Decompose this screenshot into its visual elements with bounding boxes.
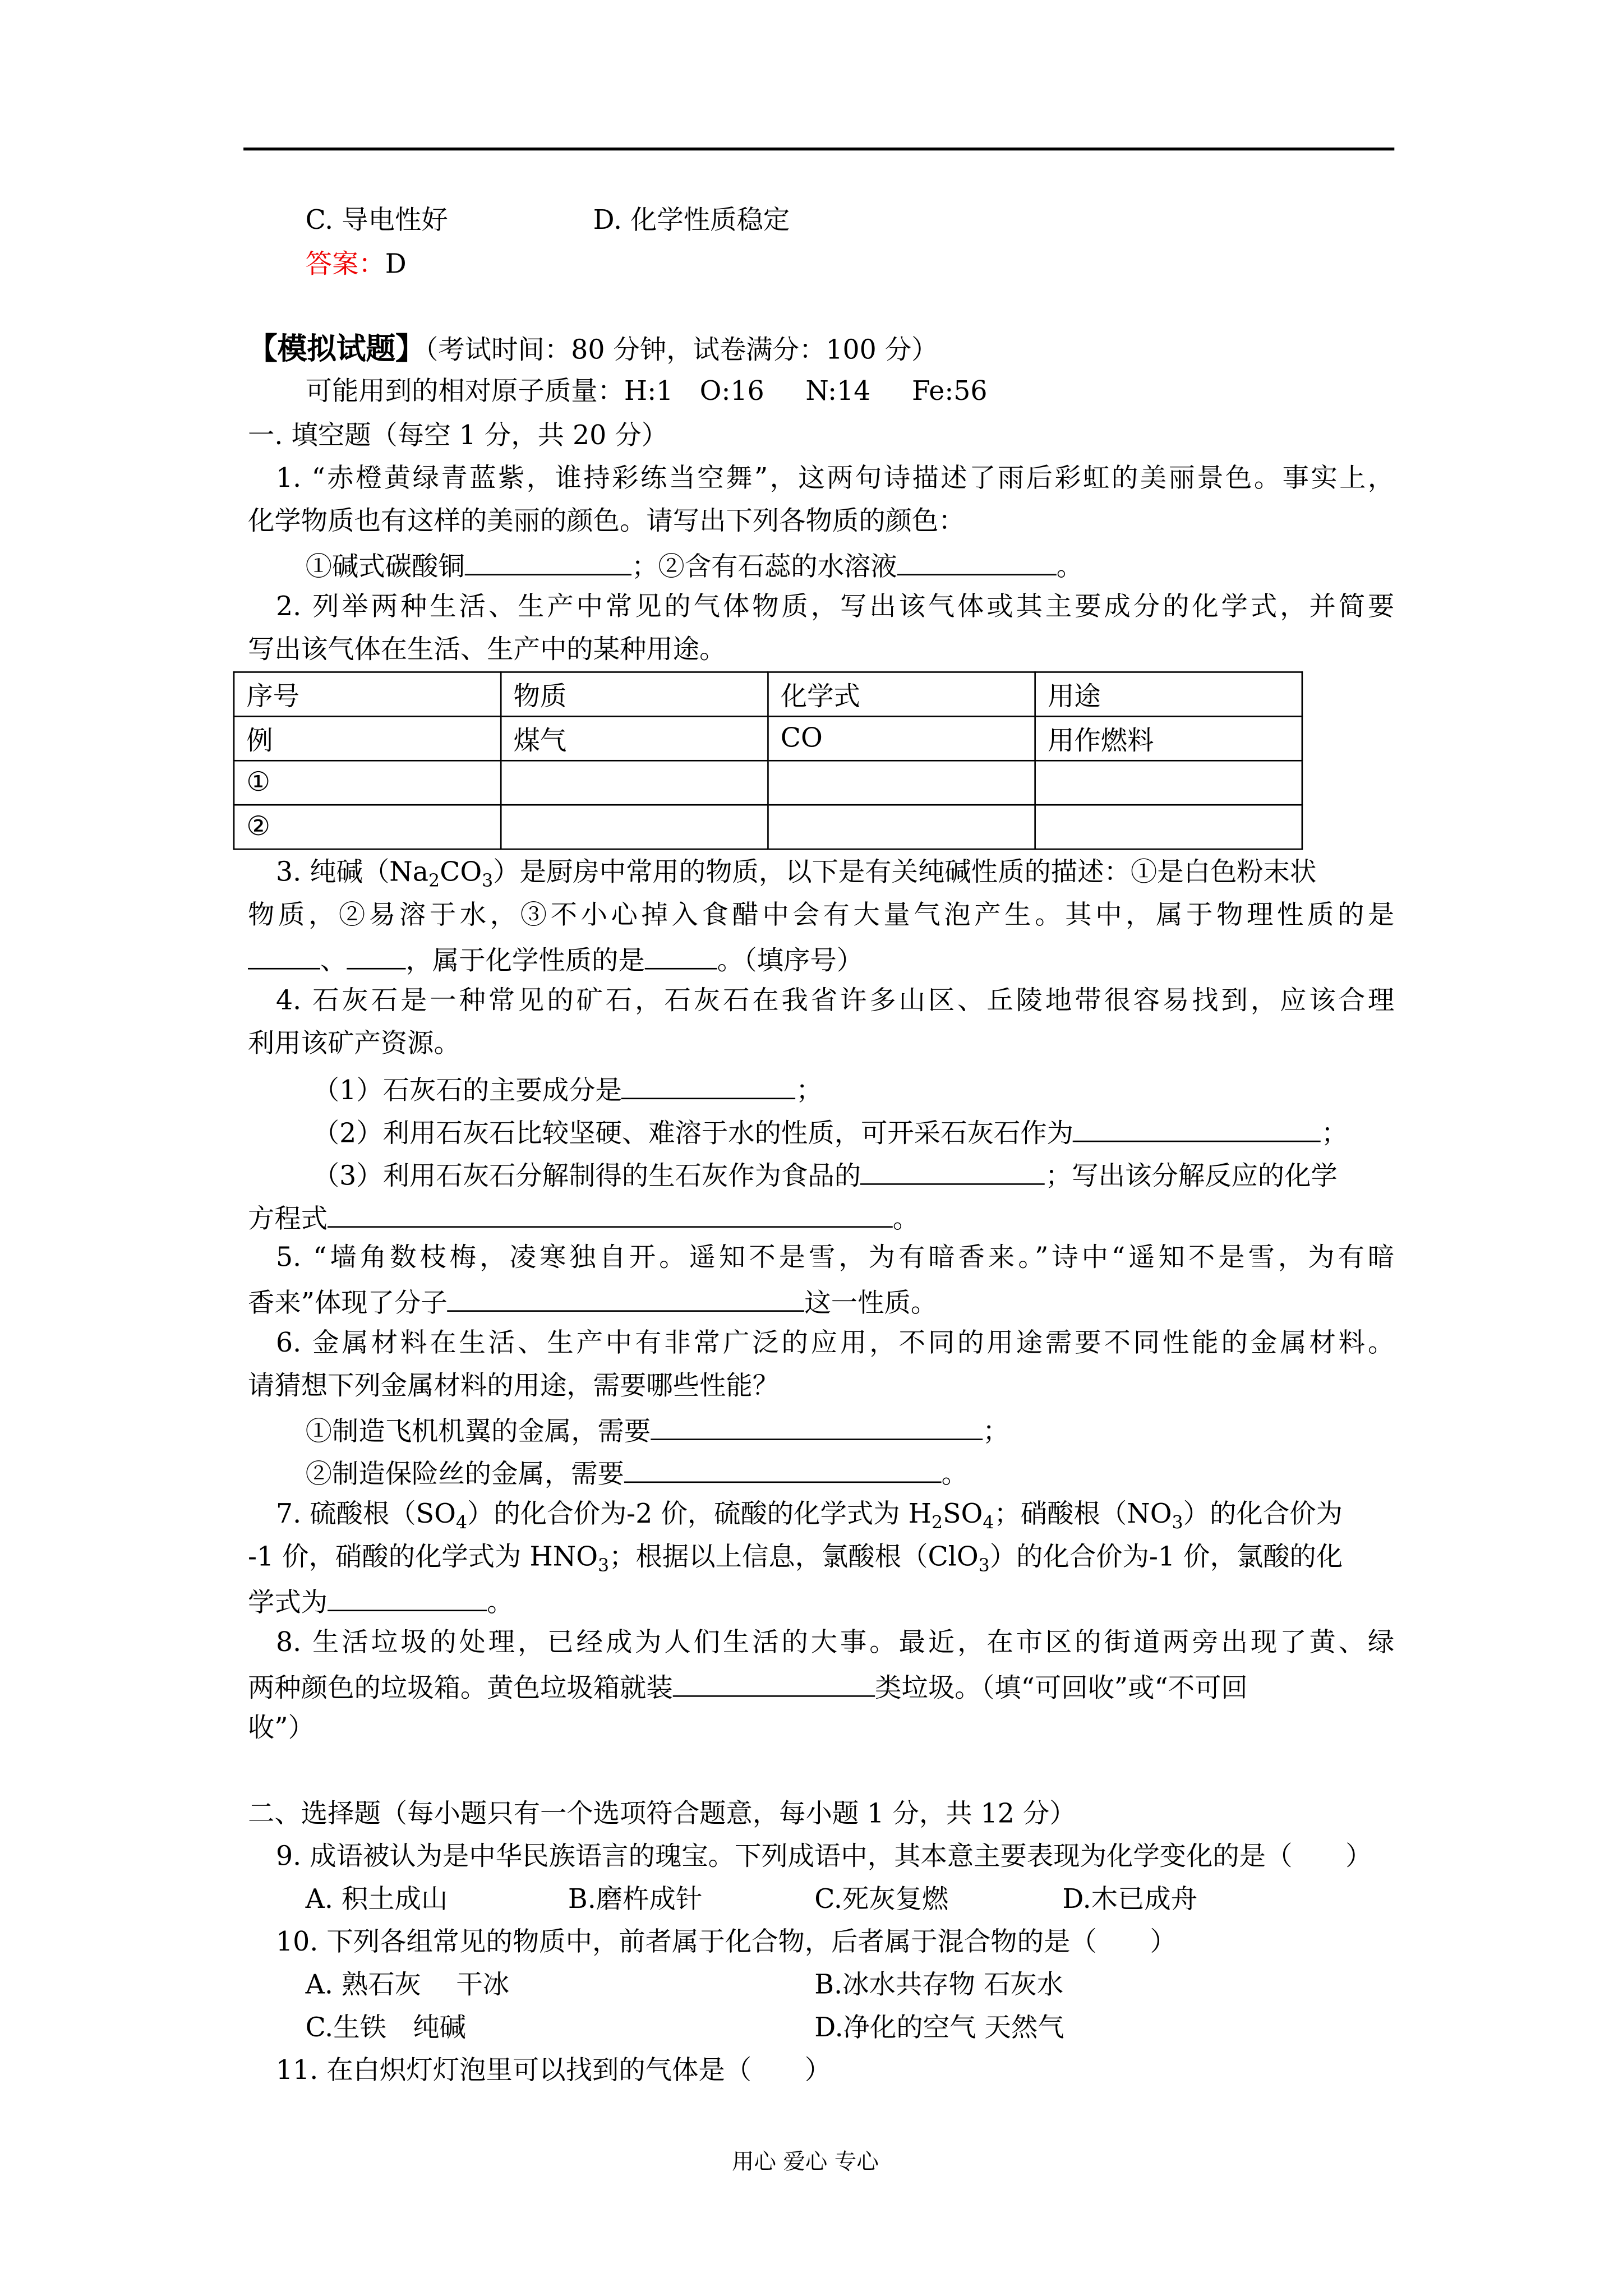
q2-line1: 2. 列举两种生活、生产中常见的气体物质，写出该气体或其主要成分的化学式，并简要 bbox=[275, 592, 1395, 623]
table-row bbox=[234, 805, 1302, 849]
q2-line2: 写出该气体在生活、生产中的某种用途。 bbox=[248, 634, 726, 666]
q7-text: ）的化合价为-2 价，硫酸的化学式为 H bbox=[467, 1499, 932, 1530]
q9-option-b[interactable]: B.磨杵成针 bbox=[568, 1884, 703, 1916]
q3-sep: 、 bbox=[320, 946, 347, 977]
q4-blank-3[interactable] bbox=[861, 1157, 1045, 1185]
q4-blank-1[interactable] bbox=[622, 1071, 796, 1099]
subscript: 4 bbox=[983, 1512, 994, 1533]
q7-text: 7. 硫酸根（SO bbox=[275, 1499, 456, 1530]
table-cell[interactable] bbox=[1035, 760, 1302, 805]
table-cell[interactable] bbox=[501, 760, 768, 805]
q4-text: （2）利用石灰石比较坚硬、难溶于水的性质，可开采石灰石作为 bbox=[312, 1118, 1073, 1150]
th-use: 用途 bbox=[1035, 672, 1302, 716]
table-cell[interactable] bbox=[501, 805, 768, 849]
q7-text: 学式为 bbox=[248, 1587, 328, 1619]
subscript: 2 bbox=[428, 870, 440, 892]
q8-text: 两种颜色的垃圾箱。黄色垃圾箱就装 bbox=[248, 1673, 673, 1704]
q6-text: ②制造保险丝的金属，需要 bbox=[305, 1459, 624, 1491]
q7-blank[interactable] bbox=[328, 1583, 487, 1611]
table-cell[interactable] bbox=[1035, 805, 1302, 849]
q4-line1: 4. 石灰石是一种常见的矿石，石灰石在我省许多山区、丘陵地带很容易找到，应该合理 bbox=[275, 985, 1395, 1017]
page-footer: 用心 爱心 专心 bbox=[731, 2148, 879, 2175]
table-cell[interactable] bbox=[768, 805, 1035, 849]
header-rule bbox=[243, 147, 1394, 150]
answer-label: 答案： bbox=[305, 249, 385, 280]
section-2-title: 二、选择题（每小题只有一个选项符合题意，每小题 1 分，共 12 分） bbox=[248, 1799, 1076, 1830]
section-header bbox=[248, 330, 938, 366]
q1-line2: 化学物质也有这样的美丽的颜色。请写出下列各物质的颜色： bbox=[248, 506, 965, 537]
table-cell[interactable] bbox=[768, 760, 1035, 805]
table-cell: 例 bbox=[234, 716, 501, 760]
q7-line1 bbox=[276, 1497, 1343, 1533]
q7-text: SO bbox=[943, 1499, 983, 1530]
table-cell: ② bbox=[234, 805, 501, 849]
q3-text: ）是厨房中常用的物质，以下是有关纯碱性质的描述：①是白色粉末状 bbox=[493, 857, 1317, 888]
th-index: 序号 bbox=[234, 672, 501, 716]
q5-blank[interactable] bbox=[448, 1284, 805, 1312]
q10-option-b[interactable]: B.冰水共存物 石灰水 bbox=[814, 1970, 1064, 2001]
q5-line1: 5. “墙角数枝梅，凌寒独自开。遥知不是雪，为有暗香来。”诗中“遥知不是雪，为有暗 bbox=[275, 1242, 1395, 1274]
q6-line1: 6. 金属材料在生活、生产中有非常广泛的应用，不同的用途需要不同性能的金属材料。 bbox=[275, 1327, 1395, 1359]
q1-line1: 1. “赤橙黄绿青蓝紫，谁持彩练当空舞”，这两句诗描述了雨后彩虹的美丽景色。事实上， bbox=[275, 463, 1395, 495]
q4-text: ；写出该分解反应的化学 bbox=[1045, 1161, 1338, 1192]
q6-end: 。 bbox=[941, 1459, 968, 1491]
prev-option-c: C. 导电性好 bbox=[305, 205, 448, 236]
prev-option-d: D. 化学性质稳定 bbox=[593, 205, 790, 236]
mass-h: H:1 bbox=[624, 376, 674, 408]
q6-text: ①制造飞机机翼的金属，需要 bbox=[305, 1416, 651, 1448]
q1-blank-1[interactable] bbox=[465, 547, 631, 575]
table-row bbox=[234, 716, 1302, 760]
q6-blank-1[interactable] bbox=[651, 1412, 983, 1440]
q3-blank-1[interactable] bbox=[248, 942, 320, 970]
q3-text: ，属于化学性质的是 bbox=[405, 946, 645, 977]
q4-semi: ； bbox=[1321, 1118, 1348, 1150]
mass-n: N:14 bbox=[805, 376, 871, 408]
q3-text: 。（填序号） bbox=[717, 946, 864, 977]
mass-o: O:16 bbox=[699, 376, 764, 408]
q8-line1: 8. 生活垃圾的处理，已经成为人们生活的大事。最近，在市区的街道两旁出现了黄、绿 bbox=[275, 1627, 1395, 1659]
q8-blank[interactable] bbox=[673, 1669, 875, 1697]
answer-value: D bbox=[385, 249, 407, 280]
table-row bbox=[234, 760, 1302, 805]
q4-line2: 利用该矿产资源。 bbox=[248, 1028, 460, 1060]
subscript: 4 bbox=[455, 1512, 468, 1533]
th-formula: 化学式 bbox=[768, 672, 1035, 716]
subscript: 3 bbox=[978, 1555, 990, 1576]
q3-line3 bbox=[248, 942, 863, 977]
q6-semi: ； bbox=[983, 1416, 1009, 1448]
th-substance: 物质 bbox=[501, 672, 768, 716]
q4-text: 方程式 bbox=[248, 1204, 328, 1235]
q4-text: （1）石灰石的主要成分是 bbox=[312, 1075, 622, 1107]
q8-text: 类垃圾。（填“可回收”或“不可回 bbox=[875, 1673, 1248, 1704]
q4-part2 bbox=[313, 1114, 1348, 1149]
q5-text: 这一性质。 bbox=[804, 1288, 938, 1320]
q6-part1 bbox=[306, 1412, 1009, 1447]
q10-option-d[interactable]: D.净化的空气 天然气 bbox=[814, 2012, 1064, 2044]
gas-table bbox=[233, 671, 1303, 850]
q4-end: 。 bbox=[892, 1204, 920, 1235]
q10-stem: 10. 下列各组常见的物质中，前者属于化合物，后者属于混合物的是（ ） bbox=[275, 1927, 1177, 1958]
q4-text: （3）利用石灰石分解制得的生石灰作为食品的 bbox=[312, 1161, 861, 1192]
mass-fe: Fe:56 bbox=[912, 376, 988, 408]
q6-line2: 请猜想下列金属材料的用途，需要哪些性能？ bbox=[248, 1371, 780, 1402]
q1-blanks bbox=[306, 547, 1083, 583]
q7-line2 bbox=[248, 1541, 1343, 1576]
table-cell: 用作燃料 bbox=[1035, 716, 1302, 760]
q4-part3-line2 bbox=[248, 1200, 919, 1235]
q7-text: ；根据以上信息，氯酸根（ClO bbox=[609, 1542, 979, 1573]
q4-part3 bbox=[313, 1157, 1338, 1192]
q1-blank-2[interactable] bbox=[897, 547, 1057, 575]
q8-line3: 收”） bbox=[248, 1713, 315, 1744]
subscript: 2 bbox=[931, 1512, 943, 1533]
masses-label: 可能用到的相对原子质量： bbox=[305, 376, 624, 408]
q6-part2 bbox=[306, 1455, 968, 1490]
table-cell: ① bbox=[234, 760, 501, 805]
q3-text: CO bbox=[440, 857, 482, 888]
section-1-title: 一. 填空题（每空 1 分，共 20 分） bbox=[248, 420, 668, 452]
q9-option-a[interactable]: A. 积土成山 bbox=[305, 1884, 448, 1916]
exam-info: （考试时间：80 分钟，试卷满分：100 分） bbox=[425, 335, 938, 366]
q7-end: 。 bbox=[487, 1587, 514, 1619]
prev-answer bbox=[306, 248, 407, 283]
q7-text: ）的化合价为-1 价，氯酸的化 bbox=[989, 1542, 1343, 1573]
q7-line3 bbox=[248, 1583, 514, 1619]
q4-blank-2[interactable] bbox=[1073, 1114, 1321, 1142]
table-header-row bbox=[234, 672, 1302, 716]
q3-line2: 物质，②易溶于水，③不小心掉入食醋中会有大量气泡产生。其中，属于物理性质的是 bbox=[248, 900, 1395, 932]
q3-line1 bbox=[276, 856, 1316, 891]
q7-text: ；硝酸根（NO bbox=[994, 1499, 1172, 1530]
q5-text: 香来”体现了分子 bbox=[248, 1288, 448, 1320]
q7-text: ）的化合价为 bbox=[1183, 1499, 1343, 1530]
q10-option-a[interactable]: A. 熟石灰 干冰 bbox=[305, 1970, 510, 2001]
q6-blank-2[interactable] bbox=[624, 1455, 942, 1483]
q4-semi: ； bbox=[796, 1075, 823, 1107]
page-title: 【模拟试题】 bbox=[248, 330, 425, 366]
atomic-masses bbox=[306, 375, 988, 410]
q1-a: ①碱式碳酸铜 bbox=[305, 551, 465, 583]
q3-blank-2[interactable] bbox=[347, 942, 405, 970]
q9-stem: 9. 成语被认为是中华民族语言的瑰宝。下列成语中，其本意主要表现为化学变化的是（ ） bbox=[275, 1841, 1372, 1873]
q1-end: 。 bbox=[1056, 551, 1083, 583]
table-cell: CO bbox=[768, 716, 1035, 760]
q4-part1 bbox=[313, 1071, 823, 1106]
subscript: 3 bbox=[598, 1555, 610, 1576]
q3-text: 3. 纯碱（Na bbox=[275, 857, 429, 888]
table-cell: 煤气 bbox=[501, 716, 768, 760]
q4-blank-4[interactable] bbox=[328, 1200, 893, 1228]
subscript: 3 bbox=[482, 870, 494, 892]
q7-text: -1 价，硝酸的化学式为 HNO bbox=[248, 1542, 598, 1573]
q8-line2 bbox=[248, 1669, 1248, 1704]
q11-stem: 11. 在白炽灯灯泡里可以找到的气体是（ ） bbox=[275, 2055, 832, 2087]
q9-option-c[interactable]: C.死灰复燃 bbox=[814, 1884, 949, 1916]
subscript: 3 bbox=[1172, 1512, 1183, 1533]
q9-option-d[interactable]: D.木已成舟 bbox=[1062, 1884, 1198, 1916]
q10-option-c[interactable]: C.生铁 纯碱 bbox=[305, 2012, 467, 2044]
q3-blank-3[interactable] bbox=[645, 942, 717, 970]
q5-line2 bbox=[248, 1284, 937, 1319]
q1-b: ；②含有石蕊的水溶液 bbox=[631, 551, 897, 583]
